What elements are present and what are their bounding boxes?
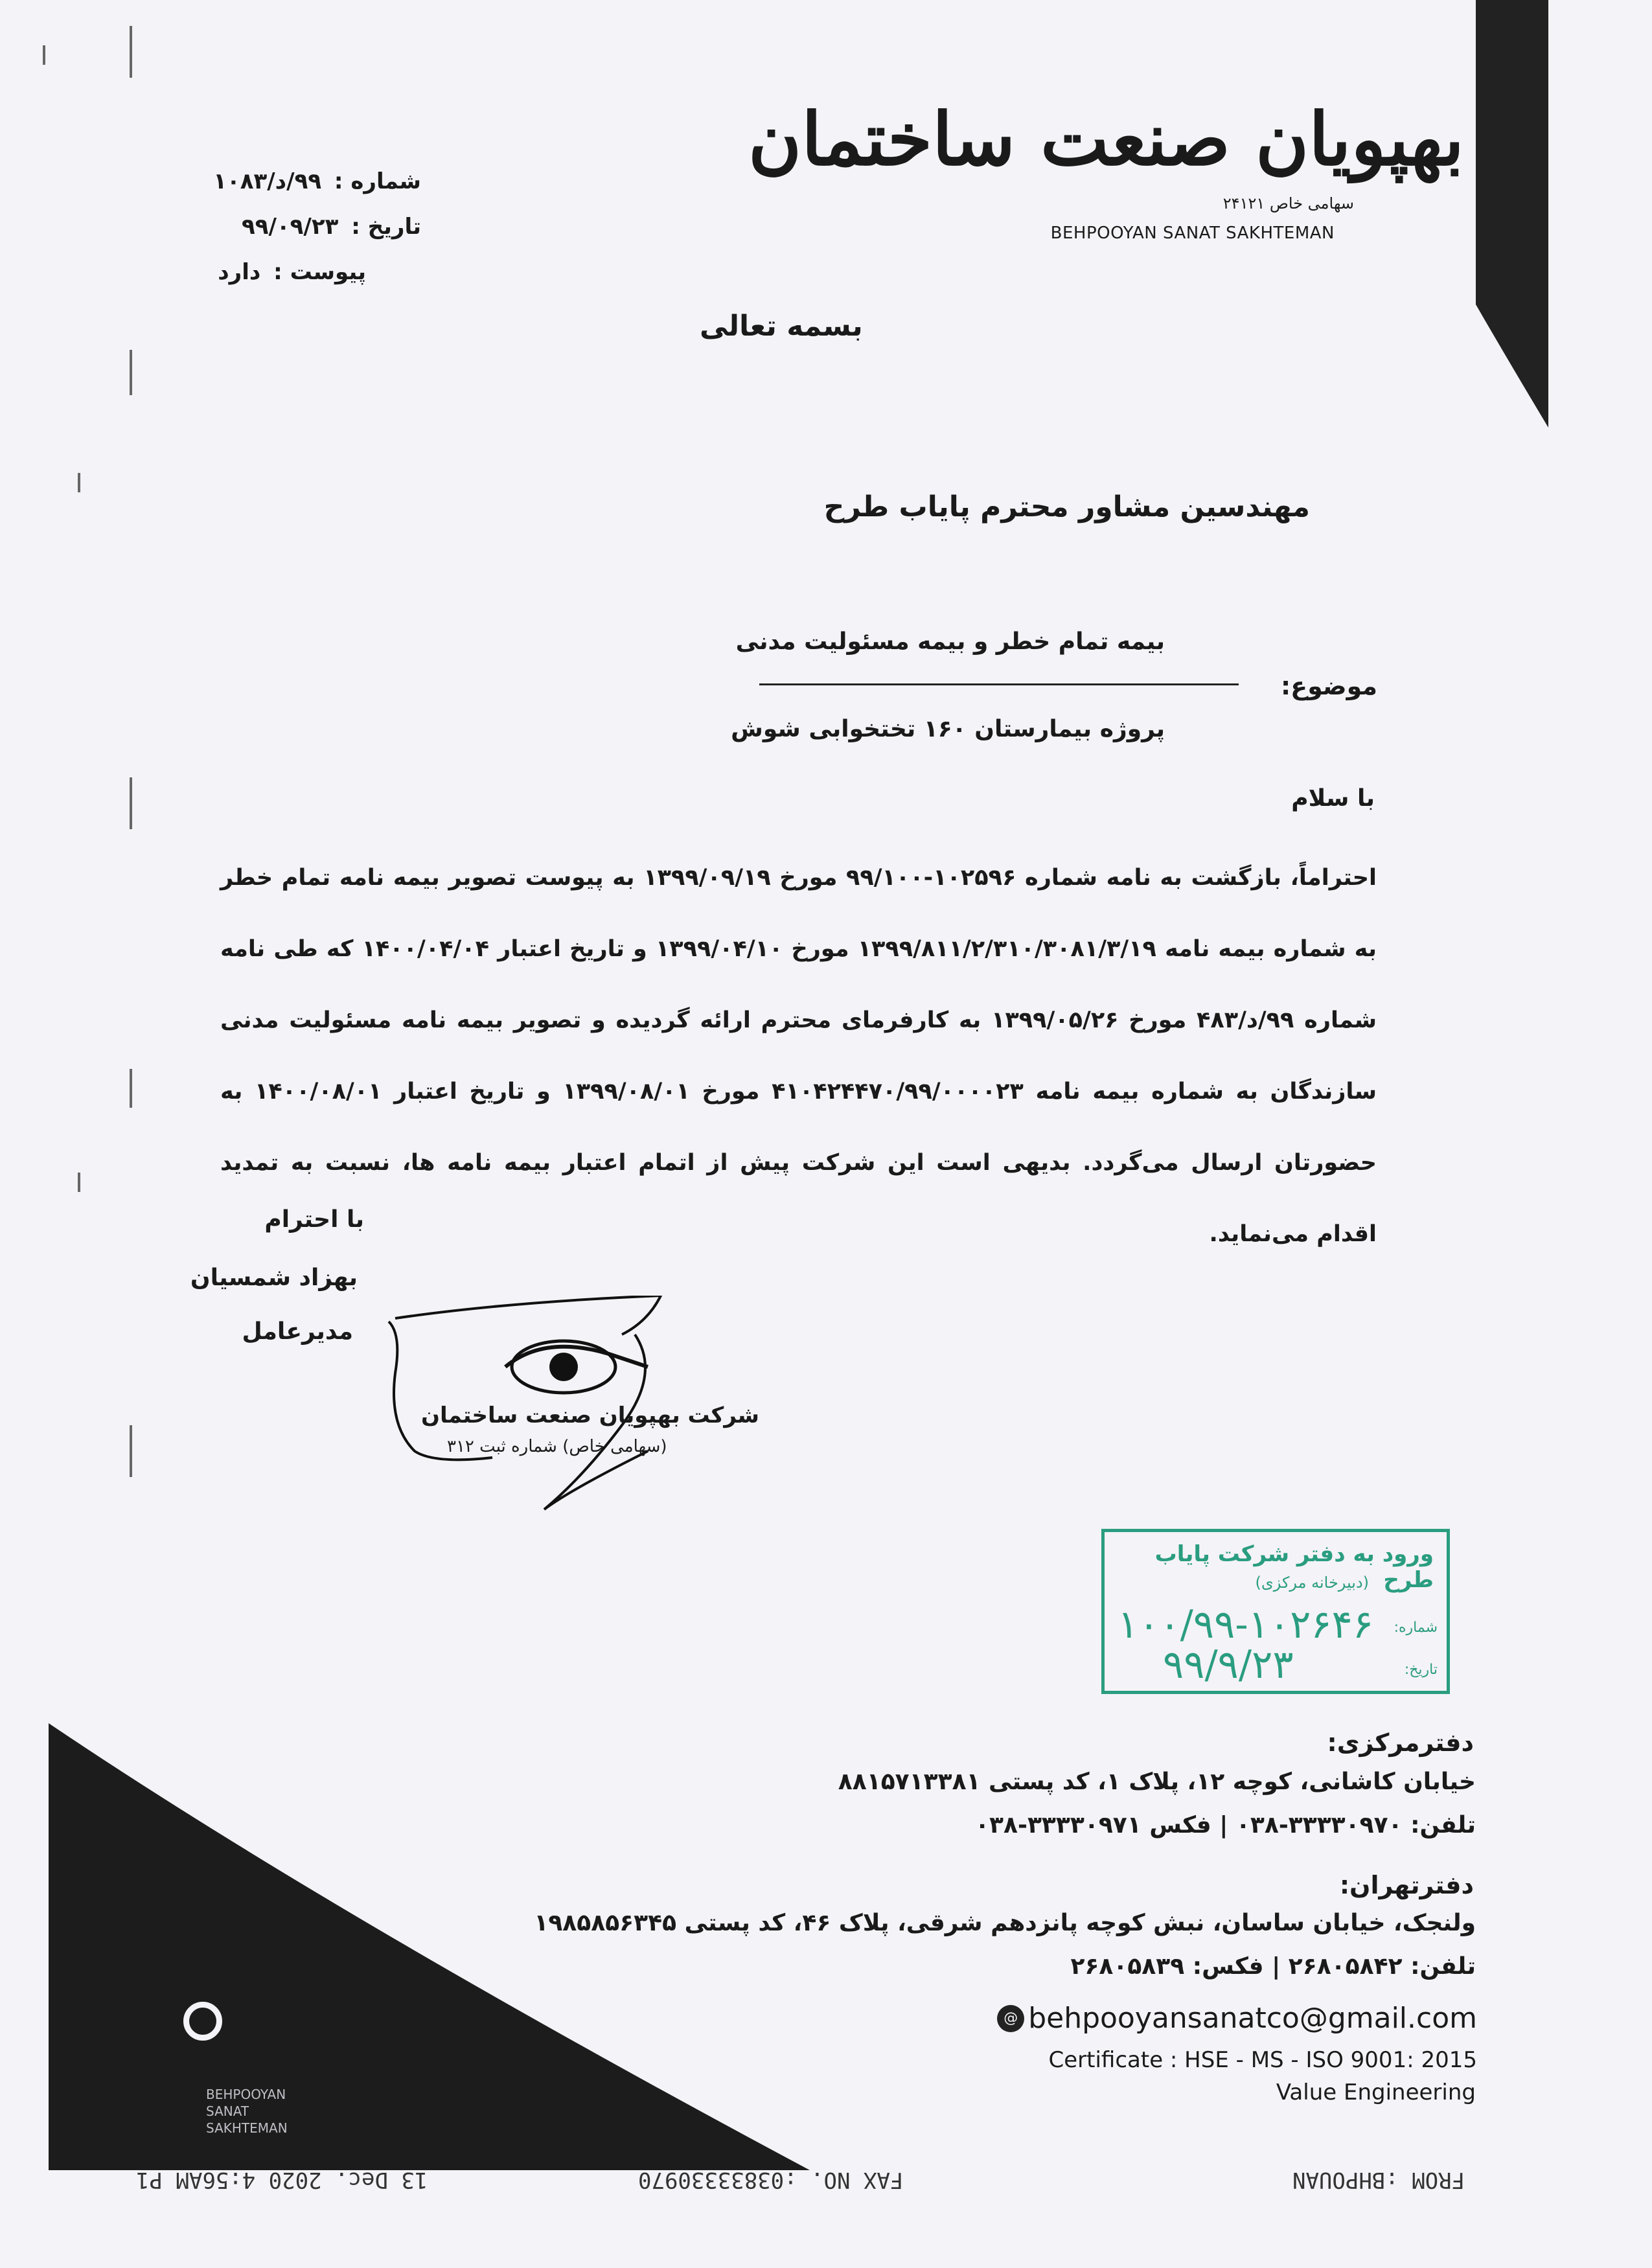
stamp-date-label: تاریخ: [1404,1662,1438,1678]
subject-line-1: بیمه تمام خطر و بیمه مسئولیت مدنی [735,628,1165,655]
email-icon: @ [997,2005,1024,2032]
footer-logo-icon [183,2002,222,2041]
tehran-office-phone: تلفن: ۲۶۸۰۵۸۴۲ | فکس: ۲۶۸۰۵۸۳۹ [1070,1953,1476,1980]
greeting: با سلام [1291,785,1375,812]
footer-logo-line: SAKHTEMAN [206,2120,288,2136]
letter-date-label: تاریخ : [351,214,421,240]
stamp-number: ۱۰۰/۹۹-۱۰۲۶۴۶ [1118,1602,1373,1647]
footer-logo-line: SANAT [206,2103,249,2119]
signatory-title: مدیرعامل [242,1318,353,1345]
signatory-name: بهزاد شمسیان [190,1265,358,1291]
footer-logo-line: BEHPOOYAN [206,2087,286,2102]
central-office-address: خیابان کاشانی، کوچه ۱۲، پلاک ۱، کد پستی ۸۸۱۵۷۱۳۳۸۱ [838,1769,1476,1795]
central-office-phone: تلفن: ۳۳۳۳۰۹۷۰-۰۳۸ | فکس ۳۳۳۳۰۹۷۱-۰۳۸ [975,1812,1476,1838]
letter-number-value: ۹۹/د/۱۰۸۳ [213,168,322,194]
addressee: مهندسین مشاور محترم پایاب طرح [823,490,1310,523]
seal-registration: (سهامی خاص) شماره ثبت ۳۱۲ [447,1437,667,1456]
letter-number [213,168,421,194]
tehran-office-label: دفترتهران: [1339,1871,1474,1899]
scan-mark [78,473,80,492]
stamp-date: ۹۹/۹/۲۳ [1163,1642,1294,1688]
footer-logo-text [206,2086,288,2136]
closing-regards: با احترام [264,1206,364,1233]
fax-number: FAX NO. :03833330970 [638,2167,904,2193]
certificate-line: Certificate : HSE - MS - ISO 9001: 2015 [1048,2047,1477,2073]
stamp-title: ورود به دفتر شرکت پایاب طرح [1154,1541,1434,1593]
subject-label: موضوع: [1280,672,1377,700]
letter-attachment-label: پیوست : [273,259,366,285]
letter-attachment-value: دارد [218,259,261,285]
company-logo-persian: بهپویان صنعت ساختمان [748,97,1464,182]
letter-date [242,214,421,240]
subject-divider [759,683,1239,685]
fax-datetime: 13 Dec. 2020 4:56AM P1 [136,2167,428,2193]
company-logo-english: BEHPOOYAN SANAT SAKHTEMAN [1050,223,1335,243]
basmala: بسمه تعالی [700,310,863,343]
scan-mark [43,45,45,65]
scan-mark [130,1069,132,1108]
stamp-number-label: شماره: [1394,1620,1438,1636]
fax-from: FROM :BHPOUAN [1292,2167,1465,2193]
scan-mark [130,26,132,78]
central-office-label: دفترمرکزی: [1327,1728,1474,1757]
contact-email [997,2002,1477,2035]
seal-company-name: شرکت بهپویان صنعت ساختمان [421,1403,759,1428]
subject-line-2: پروژه بیمارستان ۱۶۰ تختخوابی شوش [731,716,1165,742]
received-stamp [1101,1529,1450,1694]
value-engineering-line: Value Engineering [1276,2079,1476,2105]
contact-email-text: behpooyansanatco@gmail.com [1028,2002,1477,2035]
scan-mark [130,350,132,395]
tehran-office-address: ولنجک، خیابان ساسان، نبش کوچه پانزدهم شرقی، پلاک ۴۶، کد پستی ۱۹۸۵۸۵۶۳۴۵ [534,1910,1476,1936]
company-registration: سهامی خاص ۲۴۱۲۱ [1222,194,1354,212]
stamp-subtitle: (دبیرخانه مرکزی) [1255,1574,1369,1592]
letter-attachment [218,259,366,285]
scan-mark [130,777,132,829]
scan-mark [78,1173,80,1192]
letter-date-value: ۹۹/۰۹/۲۳ [241,214,339,240]
scan-mark [130,1425,132,1477]
letter-body: احتراماً، بازگشت به نامه شماره ۱۰۲۵۹۶-۹۹/۱۰۰ مورخ ۱۳۹۹/۰۹/۱۹ به پیوست تصویر بیمه نامه تمام خطر به شماره بیمه نامه ۱۳۹۹/۸۱۱/۲/۳۱۰/۳۰۸۱/۳/۱۹ مورخ ۱۳۹۹/۰۴/۱۰ و تاریخ اعتبار ۱۴۰۰/۰۴/۰۴ که طی نامه شماره ۹۹/د/۴۸۳ مورخ ۱۳۹۹/۰۵/۲۶ به کارفرمای محترم ارائه گردیده و تصویر بیمه نامه مسئولیت مدنی سازندگان به شماره بیمه نامه ۴۱۰۴۲۴۴۷۰/۹۹/۰۰۰۰۲۳ مورخ ۱۳۹۹/۰۸/۰۱ و تاریخ اعتبار ۱۴۰۰/۰۸/۰۱ به حضورتان ارسال می‌گردد. بدیهی است این شرکت پیش از اتمام اعتبار بیمه نامه ها، نسبت به تمدید اقدام می‌نماید. [220,865,1377,1247]
letter-number-label: شماره : [334,168,421,194]
